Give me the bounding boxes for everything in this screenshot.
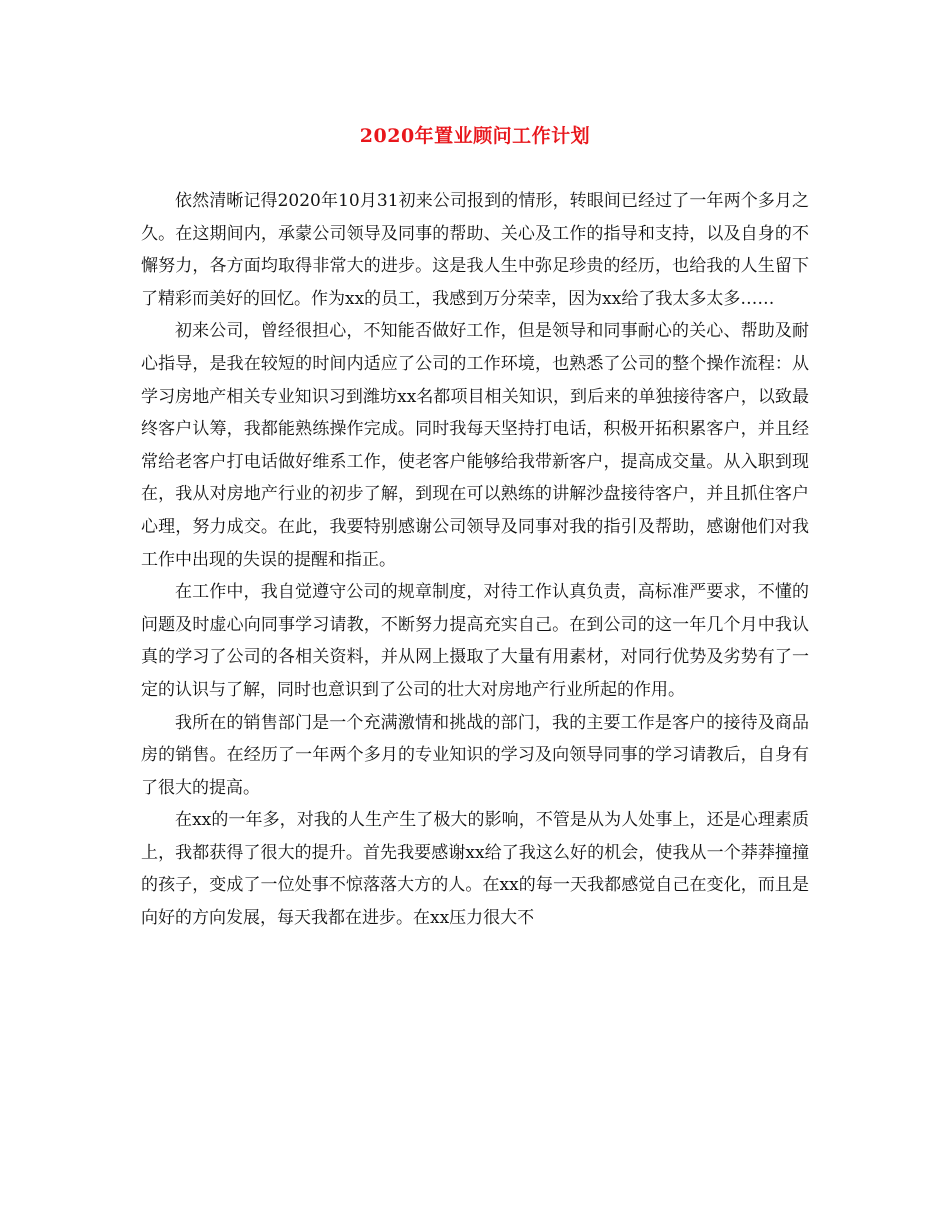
paragraph: 在工作中，我自觉遵守公司的规章制度，对待工作认真负责，高标准严要求，不懂的问题及时虚心向同事学习请教，不断努力提高充实自己。在到公司的这一年几个月中我认真的学习了公司的各相关资料，并从网上摄取了大量有用素材，对同行优势及劣势有了一定的认识与了解，同时也意识到了公司的壮大对房地产行业所起的作用。 <box>141 582 809 700</box>
document-body <box>141 185 809 935</box>
paragraph: 在xx的一年多，对我的人生产生了极大的影响，不管是从为人处事上，还是心理素质上，我都获得了很大的提升。首先我要感谢xx给了我这么好的机会，使我从一个莽莽撞撞的孩子，变成了一位处事不惊落落大方的人。在xx的每一天我都感觉自己在变化，而且是向好的方向发展，每天我都在进步。在xx压力很大不 <box>141 810 809 929</box>
document-title: 2020年置业顾问工作计划 <box>359 125 591 147</box>
paragraph: 依然清晰记得2020年10月31初来公司报到的情形，转眼间已经过了一年两个多月之久。在这期间内，承蒙公司领导及同事的帮助、关心及工作的指导和支持，以及自身的不懈努力，各方面均取得非常大的进步。这是我人生中弥足珍贵的经历，也给我的人生留下了精彩而美好的回忆。作为xx的员工，我感到万分荣幸，因为xx给了我太多太多…… <box>141 191 809 309</box>
paragraph: 初来公司，曾经很担心，不知能否做好工作，但是领导和同事耐心的关心、帮助及耐心指导，是我在较短的时间内适应了公司的工作环境，也熟悉了公司的整个操作流程：从学习房地产相关专业知识习到潍坊xx名都项目相关知识，到后来的单独接待客户，以致最终客户认筹，我都能熟练操作完成。同时我每天坚持打电话，积极开拓积累客户，并且经常给老客户打电话做好维系工作，使老客户能够给我带新客户，提高成交量。从入职到现在，我从对房地产行业的初步了解，到现在可以熟练的讲解沙盘接待客户，并且抓住客户心理，努力成交。在此，我要特别感谢公司领导及同事对我的指引及帮助，感谢他们对我工作中出现的失误的提醒和指正。 <box>141 321 809 570</box>
paragraph: 我所在的销售部门是一个充满激情和挑战的部门，我的主要工作是客户的接待及商品房的销售。在经历了一年两个多月的专业知识的学习及向领导同事的学习请教后，自身有了很大的提高。 <box>141 712 809 798</box>
